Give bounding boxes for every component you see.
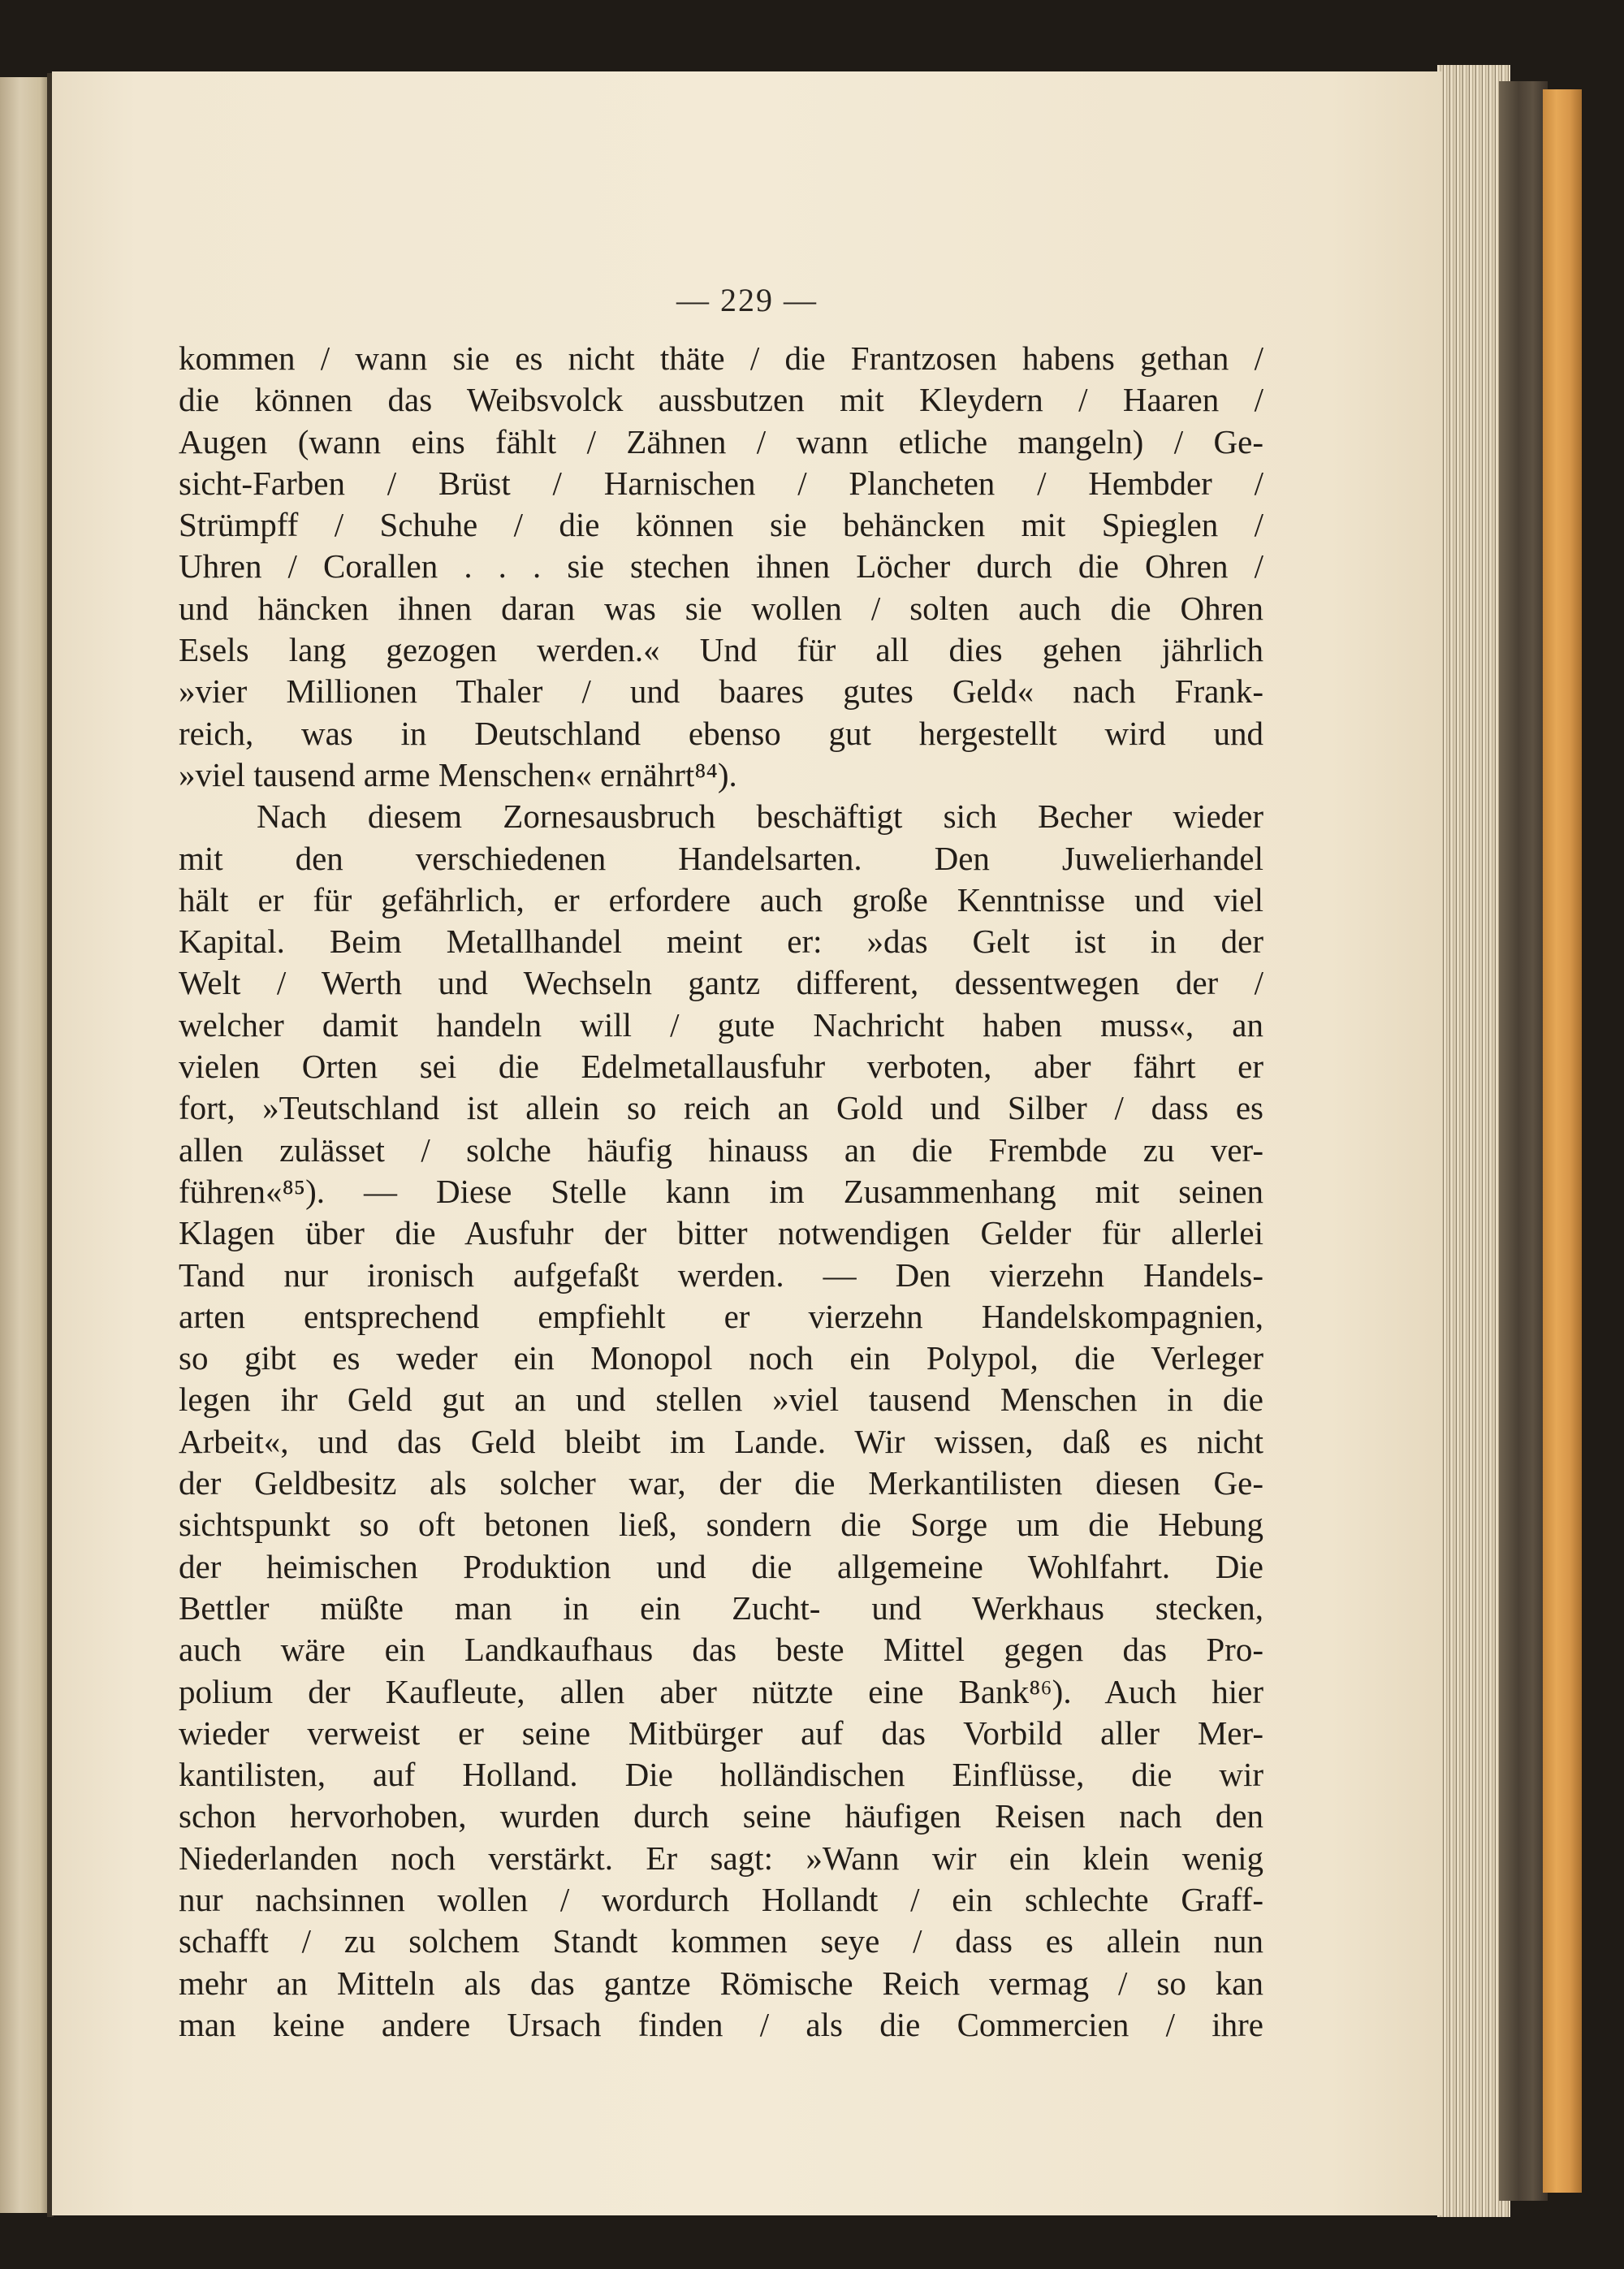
facing-page-edge [0,77,50,2213]
text-line: Strümpff / Schuhe / die können sie behäncken mit Spieglen / [179,506,1263,544]
text-line: Kapital. Beim Metallhandel meint er: »das Gelt ist in der [179,923,1263,961]
text-line: reich, was in Deutschland ebenso gut hergestellt wird und [179,714,1263,752]
text-line: wieder verweist er seine Mitbürger auf das Vorbild aller Mer- [179,1714,1263,1752]
text-line: Bettler müßte man in ein Zucht- und Werkhaus stecken, [179,1588,1263,1627]
text-line: der Geldbesitz als solcher war, der die Merkantilisten diesen Ge- [179,1464,1263,1502]
body-text [179,338,1263,2046]
text-line: auch wäre ein Landkaufhaus das beste Mittel gegen das Pro- [179,1631,1263,1669]
text-line: führen«⁸⁵). — Diese Stelle kann im Zusammenhang mit seinen [179,1172,1263,1210]
text-line: kommen / wann sie es nicht thäte / die Frantzosen habens gethan / [179,339,1263,377]
text-line: man keine andere Ursach finden / als die Commercien / ihre [179,2005,1263,2043]
text-line: sichtspunkt so oft betonen ließ, sondern die Sorge um die Hebung [179,1506,1263,1544]
text-line: schafft / zu solchem Standt kommen seye / dass es allein nun [179,1922,1263,1960]
text-line: Uhren / Corallen . . . sie stechen ihnen Löcher durch die Ohren / [179,547,1263,586]
text-line: Esels lang gezogen werden.« Und für all dies gehen jährlich [179,631,1263,669]
book-cover-edge [1543,89,1582,2193]
text-line: nur nachsinnen wollen / wordurch Hollandt / ein schlechte Graff- [179,1880,1263,1918]
text-line: und häncken ihnen daran was sie wollen / solten auch die Ohren [179,589,1263,627]
text-line: der heimischen Produktion und die allgemeine Wohlfahrt. Die [179,1547,1263,1585]
text-line: »vier Millionen Thaler / und baares gutes Geld« nach Frank- [179,672,1263,711]
text-line: Welt / Werth und Wechseln gantz different, dessentwegen der / [179,964,1263,1002]
book-page [52,71,1442,2215]
text-line: mehr an Mitteln als das gantze Römische Reich vermag / so kan [179,1964,1263,2002]
text-line: welcher damit handeln will / gute Nachricht haben muss«, an [179,1005,1263,1044]
page-block-shadow [1499,81,1548,2201]
text-line: Niederlanden noch verstärkt. Er sagt: »Wann wir ein klein wenig [179,1839,1263,1877]
text-line: Klagen über die Ausfuhr der bitter notwendigen Gelder für allerlei [179,1214,1263,1252]
text-line: Arbeit«, und das Geld bleibt im Lande. Wir wissen, daß es nicht [179,1422,1263,1460]
text-line: so gibt es weder ein Monopol noch ein Polypol, die Verleger [179,1339,1263,1377]
text-line: arten entsprechend empfiehlt er vierzehn Handelskompagnien, [179,1297,1263,1335]
text-line: Nach diesem Zornesausbruch beschäftigt sich Becher wieder [257,797,1263,836]
text-line: allen zulässet / solche häufig hinauss an die Frembde zu ver- [179,1130,1263,1169]
text-line: Tand nur ironisch aufgefaßt werden. — Den vierzehn Handels- [179,1256,1263,1294]
text-line: die können das Weibsvolck aussbutzen mit Kleydern / Haaren / [179,381,1263,419]
page-number: — 229 — [676,282,818,318]
text-line: schon hervorhoben, wurden durch seine häufigen Reisen nach den [179,1797,1263,1835]
text-line: legen ihr Geld gut an und stellen »viel tausend Menschen in die [179,1381,1263,1419]
text-line: Augen (wann eins fählt / Zähnen / wann etliche mangeln) / Ge- [179,422,1263,460]
text-line: hält er für gefährlich, er erfordere auch große Kenntnisse und viel [179,880,1263,918]
text-line: vielen Orten sei die Edelmetallausfuhr verboten, aber fährt er [179,1048,1263,1086]
text-line: mit den verschiedenen Handelsarten. Den Juwelierhandel [179,839,1263,877]
text-line: sicht-Farben / Brüst / Harnischen / Plancheten / Hembder / [179,464,1263,502]
text-line: fort, »Teutschland ist allein so reich an Gold und Silber / dass es [179,1089,1263,1127]
text-line: »viel tausend arme Menschen« ernährt⁸⁴). [179,755,737,793]
text-line: kantilisten, auf Holland. Die holländischen Einflüsse, die wir [179,1756,1263,1794]
text-line: polium der Kaufleute, allen aber nützte eine Bank⁸⁶). Auch hier [179,1672,1263,1710]
